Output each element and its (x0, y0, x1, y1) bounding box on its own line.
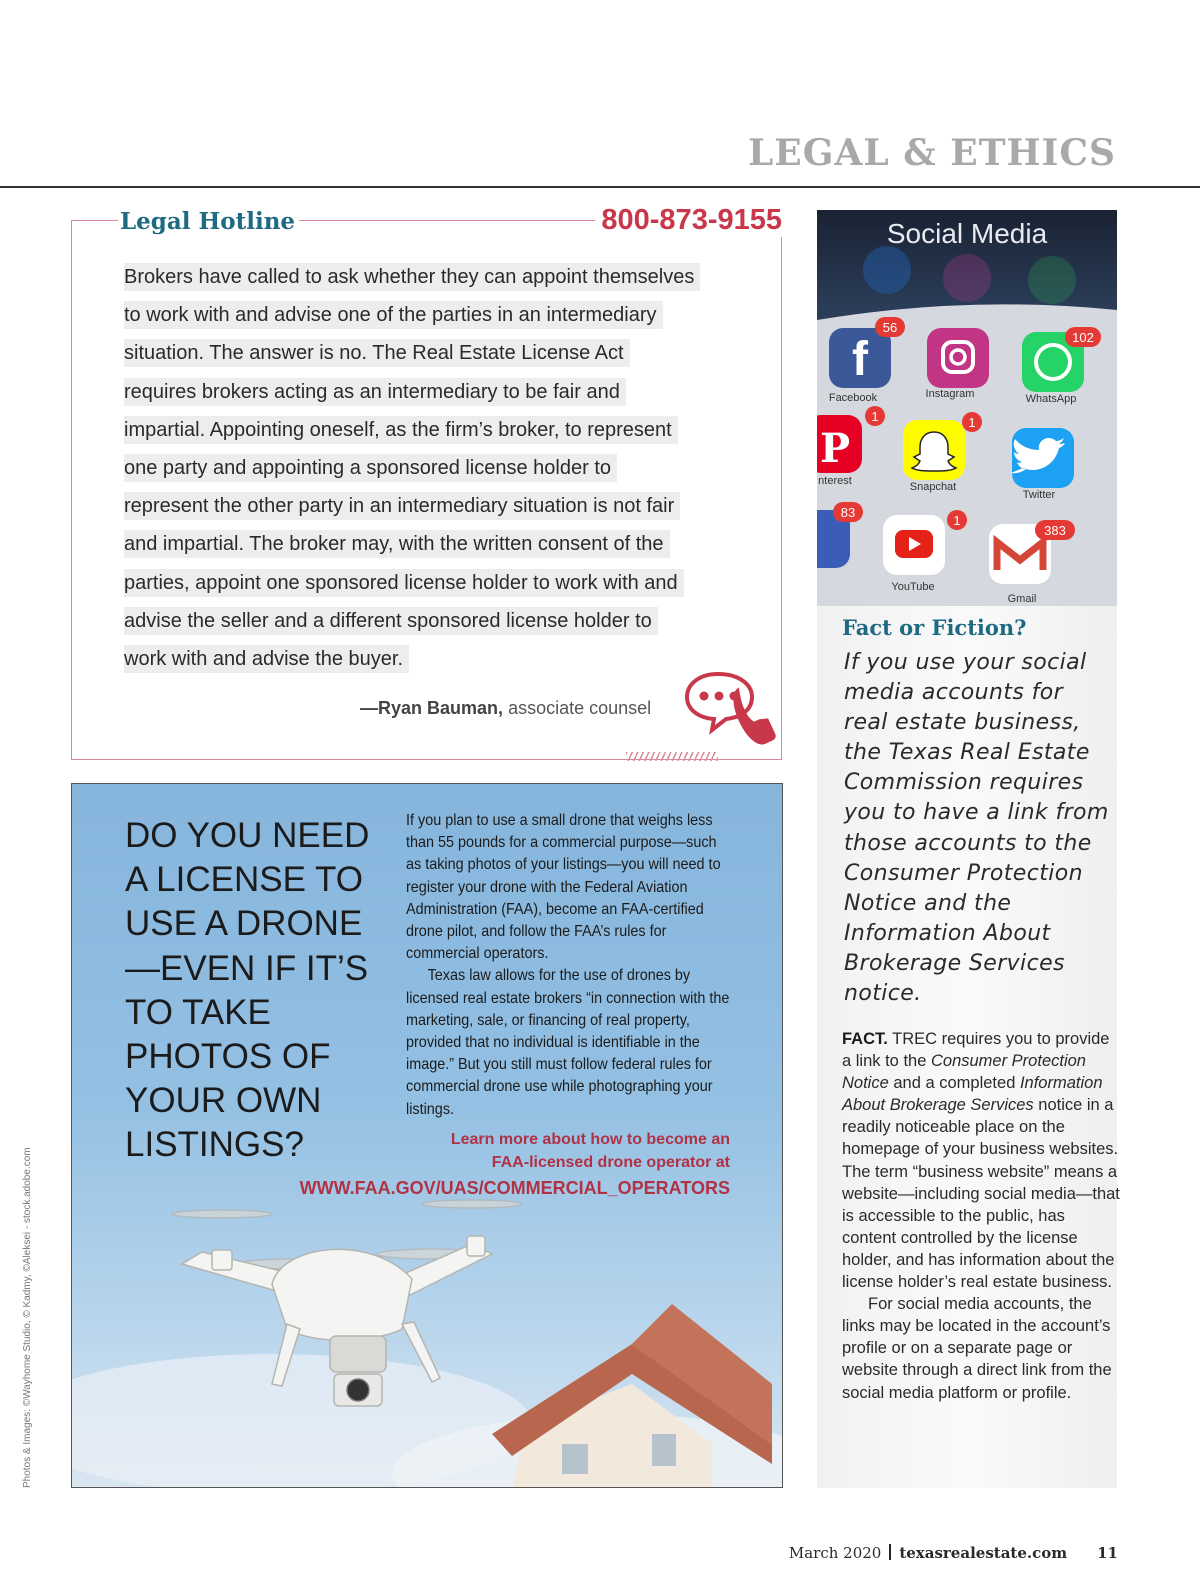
fact-or-fiction-title: Fact or Fiction? (842, 615, 1027, 640)
badge: 383 (1044, 523, 1066, 538)
phone-caption: Social Media (886, 218, 1048, 249)
badge: 102 (1072, 330, 1094, 345)
answer-paragraph: For social media accounts, the links may be located in the account’s profile or on a separate page or website through a direct link from the social media platform or profile. (842, 1295, 1112, 1402)
hotline-line: work with and advise the buyer. (124, 645, 409, 673)
badge: 1 (968, 415, 976, 430)
hotline-phone-number[interactable]: 800-873-9155 (595, 204, 784, 237)
svg-text:P: P (819, 425, 851, 472)
hotline-line: situation. The answer is no. The Real Estate License Act (124, 339, 630, 367)
social-media-phone-photo (817, 210, 1117, 606)
footer-divider (889, 1544, 891, 1560)
drone-paragraph: Texas law allows for the use of drones by licensed real estate brokers “in connection with the marketing, sale, or financing of real property, provided that no individual is identifiable in the image.” But you still must follow federal rules for commercial drone use while photographing your listings. (406, 967, 730, 1118)
chat-phone-icon (684, 668, 784, 760)
learn-more-text: Learn more about how to become an FAA-licensed drone operator at (450, 1131, 730, 1171)
app-label: Gmail (1007, 593, 1037, 605)
hotline-line: to work with and advise one of the parties in an intermediary (124, 301, 663, 329)
app-label: Twitter (1022, 489, 1056, 501)
answer-label: FACT. (842, 1030, 888, 1048)
hotline-line: and impartial. The broker may, with the written consent of the (124, 530, 670, 558)
svg-text:f: f (852, 333, 868, 386)
footer (789, 1544, 1118, 1562)
faa-link[interactable]: WWW.FAA.GOV/UAS/COMMERCIAL_OPERATORS (299, 1178, 730, 1198)
fact-or-fiction-answer (842, 1028, 1122, 1404)
drone-paragraph: If you plan to use a small drone that weighs less than 55 pounds for a commercial purpose—such as taking photos of your listings—you will need to register your drone with the Federal Aviation Administration (FAA), become an FAA-certified drone pilot, and follow the FAA’s rules for commercial operators. (406, 812, 721, 963)
drone-body-text (406, 810, 735, 1121)
hotline-answer-text (124, 258, 744, 678)
header-rule (0, 186, 1200, 188)
page-number: 11 (1097, 1544, 1118, 1562)
hotline-line: requires brokers acting as an intermediary to be fair and (124, 378, 626, 406)
app-label: Instagram (925, 388, 975, 400)
author-name: —Ryan Bauman, (360, 698, 504, 718)
hotline-line: represent the other party in an intermediary situation is not fair (124, 492, 680, 520)
app-label: YouTube (891, 581, 935, 593)
hotline-line: parties, appoint one sponsored license holder to work with and (124, 569, 684, 597)
hotline-line: impartial. Appointing oneself, as the firm’s broker, to represent (124, 416, 678, 444)
attribution (360, 698, 651, 719)
website-link[interactable]: texasrealestate.com (899, 1544, 1068, 1562)
app-label: Snapchat (909, 481, 957, 493)
issue-date: March 2020 (788, 1544, 882, 1562)
badge: 1 (871, 409, 879, 424)
badge: 56 (882, 320, 898, 335)
badge: 83 (840, 505, 856, 520)
drone-license-panel (71, 783, 783, 1488)
drone-heading: DO YOU NEED A LICENSE TO USE A DRONE—EVEN IF IT’S TO TAKE PHOTOS OF YOUR OWN LISTINGS? (125, 816, 370, 1165)
hotline-title: Legal Hotline (118, 208, 299, 235)
badge: 1 (953, 513, 961, 528)
fact-or-fiction-question: If you use your social media accounts for real estate business, the Texas Real Estate Commission requires you to have a link from those accounts to the Consumer Protection Notice and the Information About Brokerage Services notice. (844, 650, 1109, 1007)
hotline-line: one party and appointing a sponsored license holder to (124, 454, 617, 482)
hotline-line: Brokers have called to ask whether they can appoint themselves (124, 263, 700, 291)
author-role: associate counsel (508, 698, 652, 718)
section-title: LEGAL & ETHICS (747, 132, 1116, 174)
hotline-line: advise the seller and a different sponsored license holder to (124, 607, 658, 635)
app-label: WhatsApp (1025, 393, 1077, 405)
photo-credit: Photos & Images: ©Wayhome Studio, © Kadmy, ©Aleksei - stock.adobe.com (22, 1147, 33, 1488)
app-label: Facebook (828, 392, 878, 404)
app-label: nterest (818, 475, 852, 487)
fact-or-fiction-column (817, 210, 1120, 1488)
answer-paragraph: FACT. TREC requires you to provide a link to the Consumer Protection Notice and a completed Information About Brokerage Services notice in a readily noticeable place on the homepage of your business websites. The term “business website” means a website—including social media—that is accessible to the public, has content controlled by the license holder, and has information about the license holder’s real estate business. (842, 1030, 1120, 1292)
